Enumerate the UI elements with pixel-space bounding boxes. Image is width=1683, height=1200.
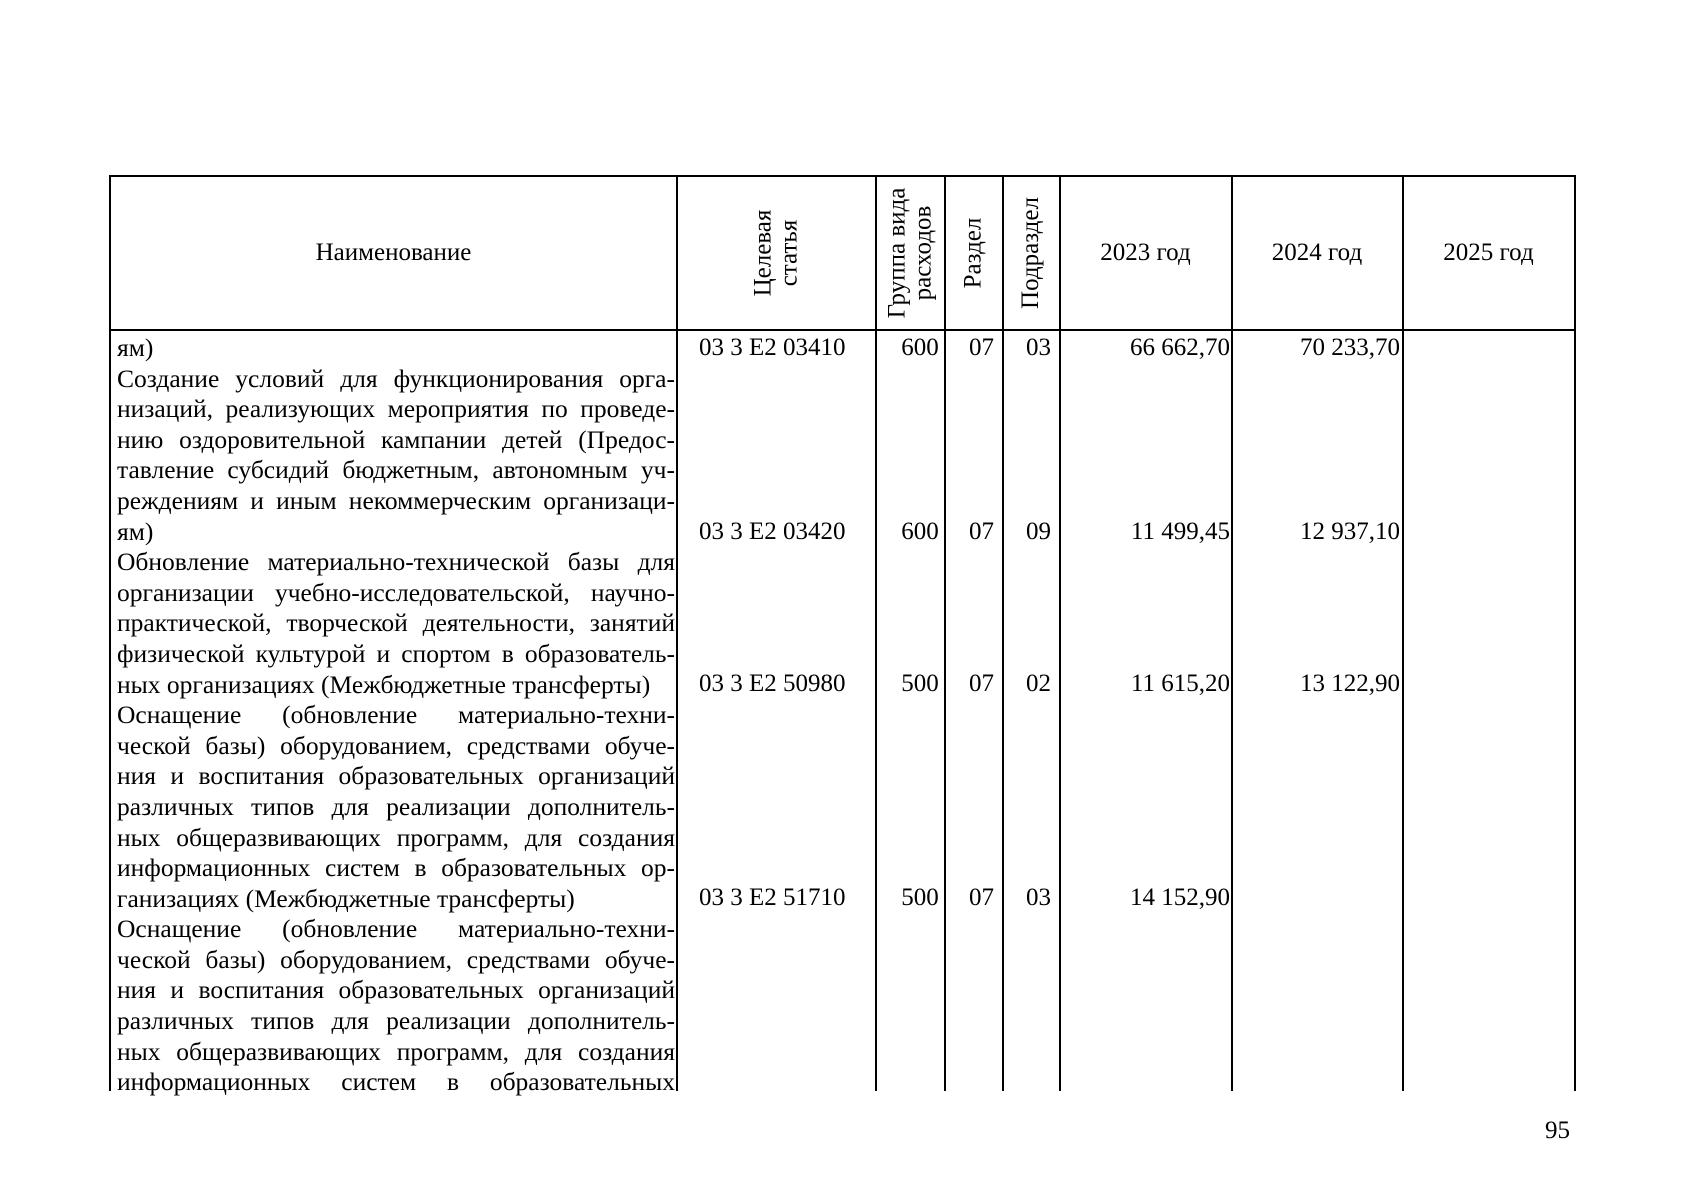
name-line: информационных систем в образовательных <box>117 1067 675 1097</box>
name-line: нию оздоровительной кампании детей (Предос- <box>117 424 675 454</box>
header-target-line1: Целевая <box>748 209 776 297</box>
amount-2024: 70 233,70 <box>1300 334 1400 361</box>
amount-2023: 11 615,20 <box>1130 670 1230 697</box>
target-code: 03 3 E2 03410 <box>699 334 846 361</box>
name-line: Оснащение (обновление материально-техни- <box>117 914 675 944</box>
header-subsection <box>1003 177 1059 329</box>
name-line: различных типов для реализации дополнитель- <box>117 791 675 821</box>
subsection-code: 03 <box>1026 334 1051 361</box>
name-line: различных типов для реализации дополнитель- <box>117 1006 675 1036</box>
section-code: 07 <box>969 334 994 361</box>
header-group-line2: расходов <box>909 205 936 301</box>
expense-group: 500 <box>901 884 939 911</box>
section-code: 07 <box>969 884 994 911</box>
page-number: 95 <box>1545 1117 1570 1144</box>
header-2024 <box>1232 177 1402 329</box>
name-line: низаций, реализующих мероприятия по проведе- <box>117 394 675 424</box>
header-group-line1: Группа вида <box>883 187 910 319</box>
amount-2024: 13 122,90 <box>1300 670 1400 697</box>
target-code: 03 3 E2 50980 <box>699 670 846 697</box>
name-line: практической, творческой деятельности, занятий <box>117 608 675 638</box>
amount-2024: 12 937,10 <box>1300 518 1400 545</box>
budget-table <box>109 175 1576 1097</box>
subsection-code: 09 <box>1026 518 1051 545</box>
header-2025-label: 2025 год <box>1443 239 1534 266</box>
name-line: организации учебно-исследовательской, научно- <box>117 577 675 607</box>
header-name <box>111 177 676 329</box>
name-line: ям) <box>117 333 154 362</box>
name-line: ных общеразвивающих программ, для создания <box>117 822 675 852</box>
name-line: ных организациях (Межбюджетные трансферты) <box>117 669 651 699</box>
name-line: ных общеразвивающих программ, для создания <box>117 1036 675 1066</box>
name-line: физической культурой и спортом в образователь- <box>117 638 675 668</box>
header-target-line2: статья <box>774 219 802 287</box>
name-line: ганизациях (Межбюджетные трансферты) <box>117 883 575 913</box>
name-line: ния и воспитания образовательных организаций <box>117 975 675 1005</box>
header-subsection-label: Подраздел <box>1017 197 1044 309</box>
subsection-code: 02 <box>1026 670 1051 697</box>
name-line: информационных систем в образовательных ор- <box>117 853 675 883</box>
expense-group: 600 <box>901 518 939 545</box>
name-column-text <box>117 333 675 1098</box>
header-section-label: Раздел <box>959 217 987 289</box>
name-line: Создание условий для функционирования орга- <box>117 363 675 393</box>
expense-group: 500 <box>901 670 939 697</box>
section-code: 07 <box>969 670 994 697</box>
name-line: тавление субсидий бюджетным, автономным уч- <box>117 455 675 485</box>
amount-2023: 14 152,90 <box>1130 884 1230 911</box>
section-code: 07 <box>969 518 994 545</box>
header-section <box>945 177 1002 329</box>
name-line: ческой базы) оборудованием, средствами обуче- <box>117 730 675 760</box>
header-2025 <box>1403 177 1574 329</box>
amount-2023: 66 662,70 <box>1130 334 1230 361</box>
name-line: ческой базы) оборудованием, средствами обуче- <box>117 944 675 974</box>
name-line: Обновление материально-технической базы для <box>117 547 675 577</box>
name-line: ния и воспитания образовательных организаций <box>117 761 675 791</box>
amount-2023: 11 499,45 <box>1130 518 1230 545</box>
header-name-label: Наименование <box>315 239 472 266</box>
subsection-code: 03 <box>1026 884 1051 911</box>
header-2023 <box>1060 177 1231 329</box>
target-code: 03 3 E2 51710 <box>699 884 846 911</box>
expense-group: 600 <box>901 334 939 361</box>
header-divider <box>111 329 1574 331</box>
name-line: ям) <box>117 516 154 546</box>
name-line: реждениям и иным некоммерческим организаци- <box>117 485 675 515</box>
target-code: 03 3 E2 03420 <box>699 518 846 545</box>
header-2024-label: 2024 год <box>1271 239 1363 266</box>
name-line: Оснащение (обновление материально-техни- <box>117 700 675 730</box>
header-target <box>677 177 875 329</box>
header-group <box>876 177 944 329</box>
header-2023-label: 2023 год <box>1100 239 1191 266</box>
